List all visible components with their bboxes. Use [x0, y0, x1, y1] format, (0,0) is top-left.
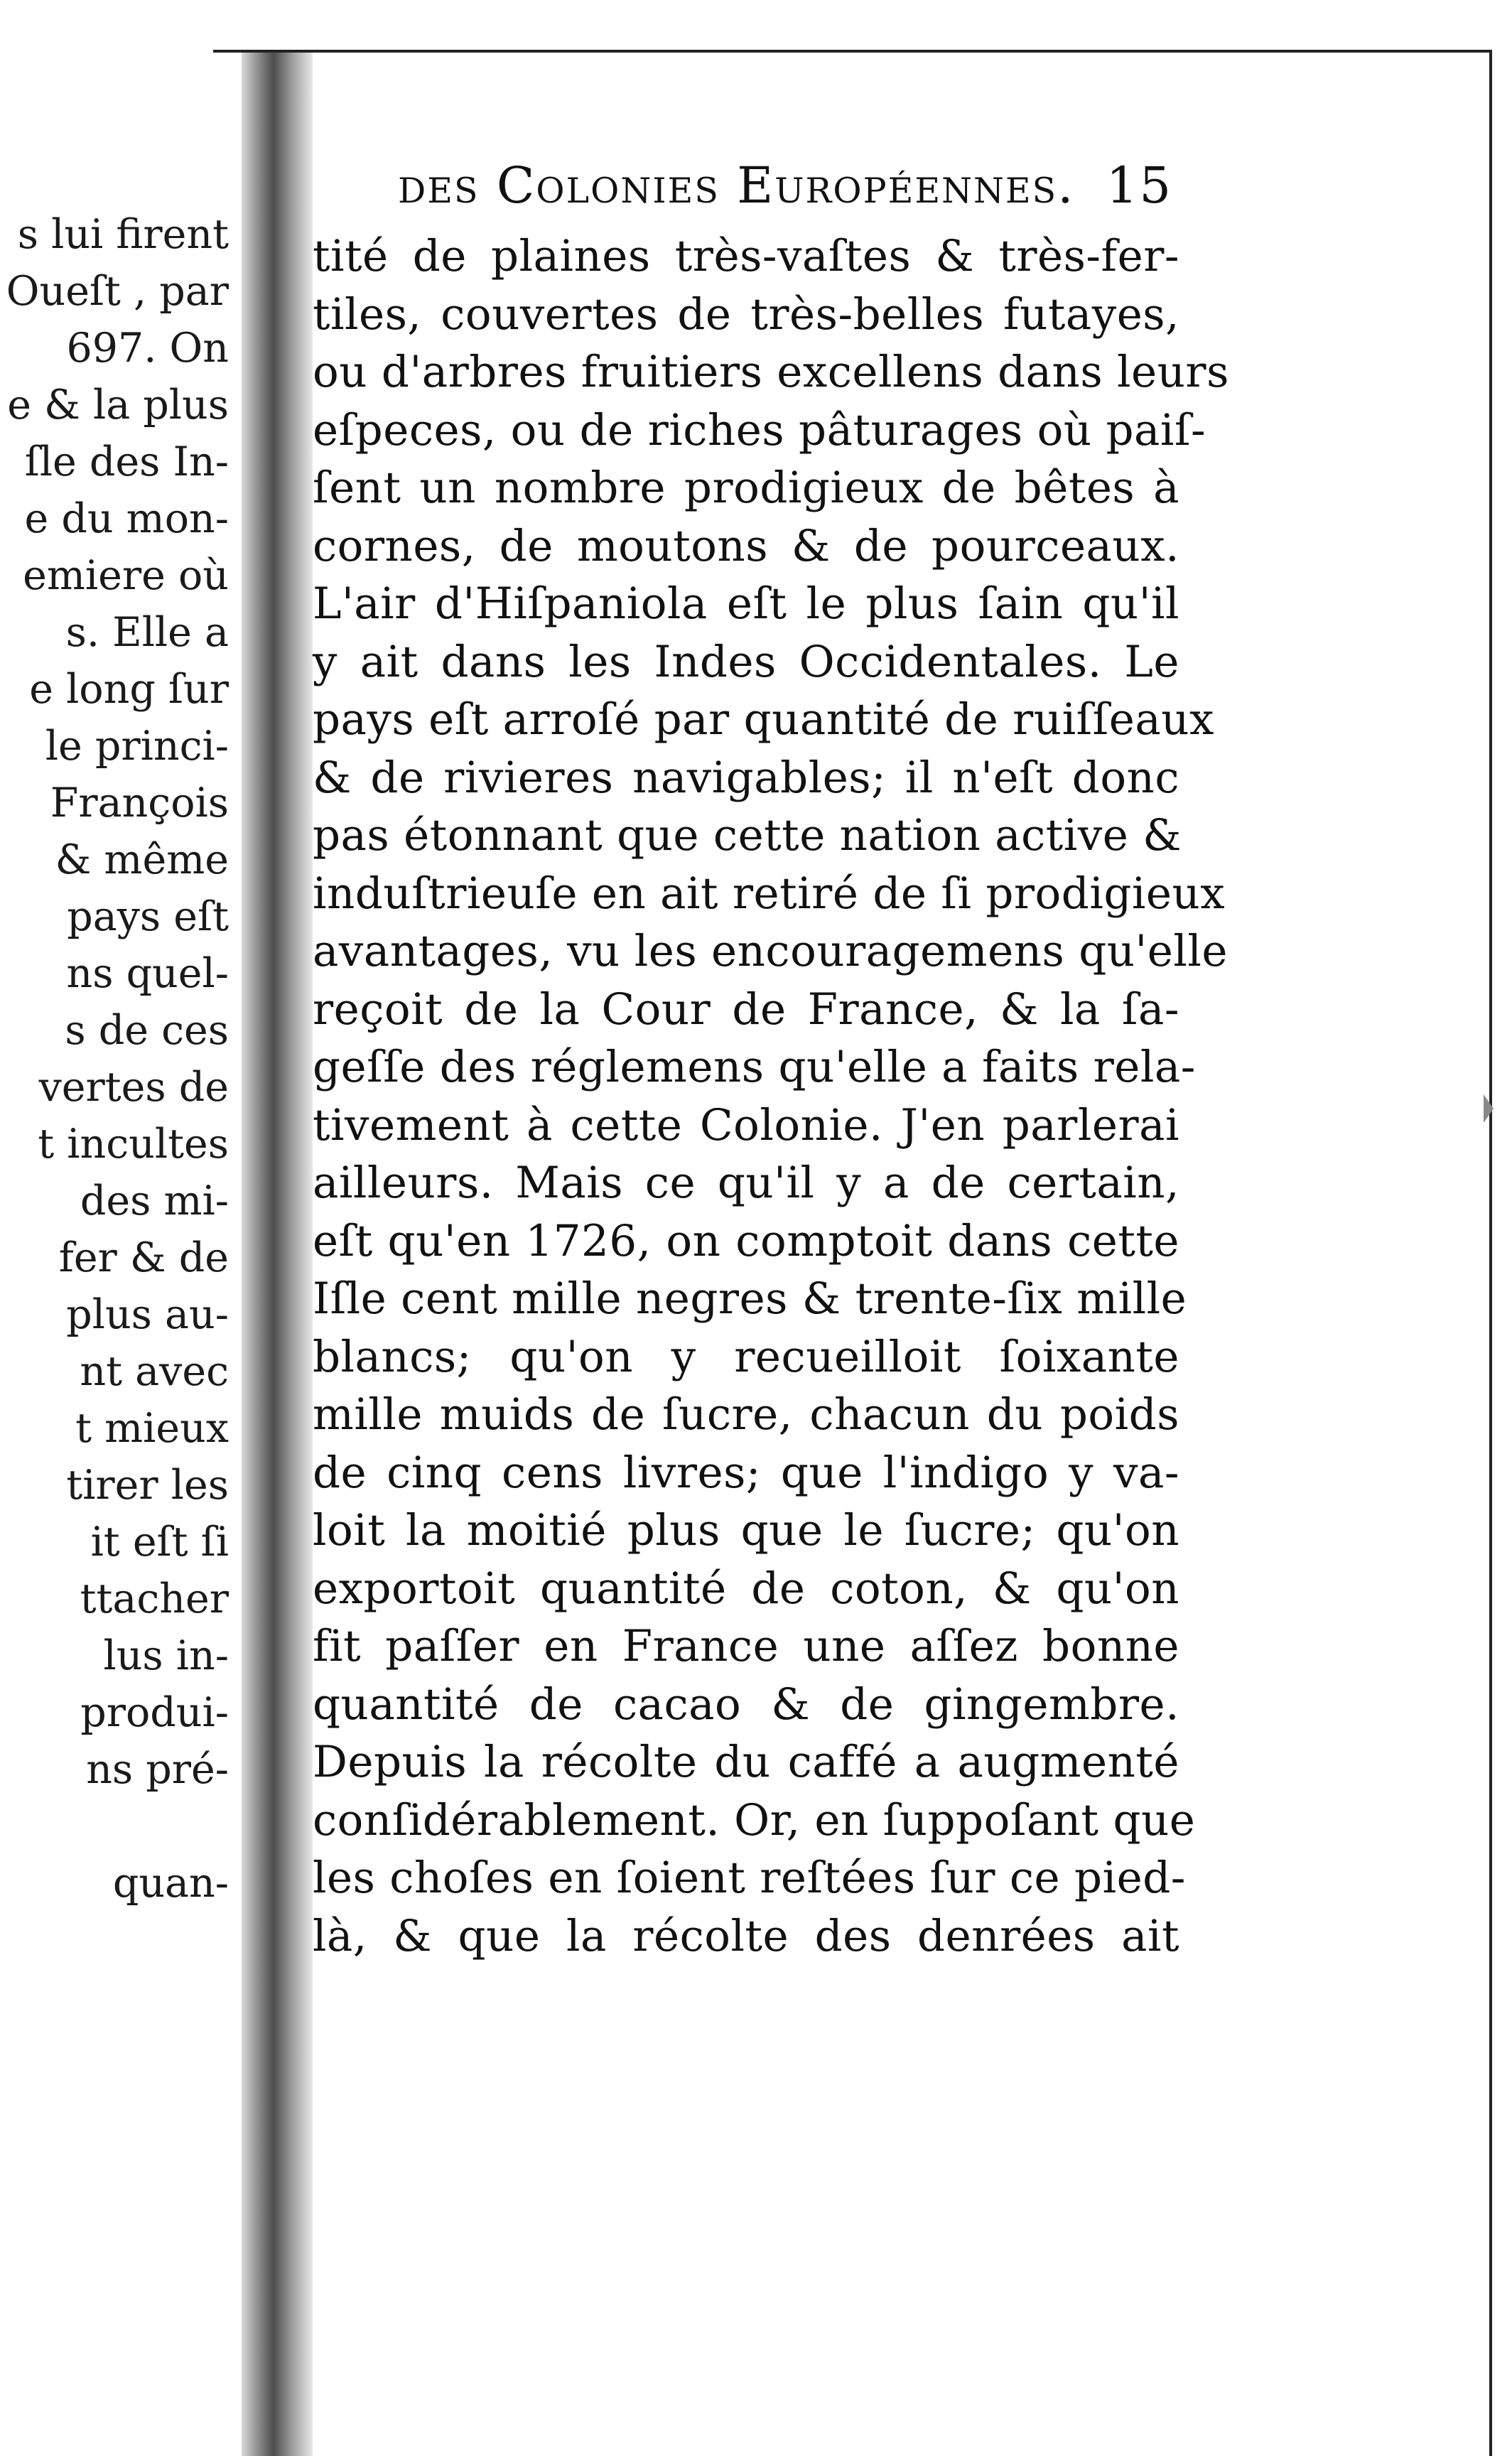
left-page-line: s de ces	[65, 1007, 229, 1054]
running-header-title: des Colonies Européennes.	[398, 156, 1075, 215]
left-page-line: tirer les	[66, 1462, 229, 1509]
left-page-line: nt avec	[80, 1348, 229, 1395]
left-page-line: ns pré-	[86, 1746, 229, 1793]
left-page-line: François	[50, 780, 229, 826]
left-page-line: ttacher	[80, 1576, 229, 1622]
body-text-line: tiles, couvertes de très-belles futayes,	[313, 289, 1179, 340]
left-page-line: 697. On	[66, 325, 229, 372]
left-page-fragment	[0, 50, 242, 2456]
left-page-line: emiere où	[23, 552, 229, 599]
body-text-line: conſidérablement. Or, en ſuppoſant que	[313, 1794, 1196, 1846]
body-text-line: blancs; qu'on y recueilloit ſoixante	[313, 1331, 1179, 1382]
body-text-line: là, & que la récolte des denrées ait	[313, 1910, 1179, 1961]
body-text-line: & de rivieres navigables; il n'eſt donc	[313, 752, 1179, 803]
left-page-line: le princi-	[45, 723, 229, 770]
body-text-line: induſtrieuſe en ait retiré de ſi prodigieux	[313, 868, 1226, 919]
body-text-line: geſſe des réglemens qu'elle a faits rela-	[313, 1042, 1196, 1092]
body-text-line: ou d'arbres fruitiers excellens dans leurs	[313, 347, 1229, 397]
body-text-line: tivement à cette Colonie. J'en parlerai	[313, 1099, 1179, 1151]
left-page-line: plus au-	[66, 1291, 229, 1338]
left-page-line: fer & de	[58, 1234, 229, 1281]
body-text-line: exportoit quantité de coton, & qu'on	[313, 1563, 1179, 1614]
body-text-line: L'air d'Hiſpaniola eſt le plus ſain qu'il	[313, 578, 1179, 629]
body-text-line: fit paſſer en France une aſſez bonne	[313, 1621, 1179, 1671]
body-text-line: pays eſt arroſé par quantité de ruiſſeaux	[313, 694, 1214, 745]
left-page-line: ſle des In-	[24, 438, 229, 485]
body-text-line: Depuis la récolte du caffé a augmenté	[313, 1737, 1179, 1787]
body-text-line: cornes, de moutons & de pourceaux.	[313, 520, 1179, 571]
page-number: 15	[1106, 156, 1172, 215]
body-text-line: Iſle cent mille negres & trente-ſix mille	[313, 1273, 1187, 1324]
body-text-line: avantages, vu les encouragemens qu'elle	[313, 926, 1228, 976]
body-text-line: tité de plaines très-vaſtes & très-fer-	[313, 231, 1179, 281]
left-page-line: & même	[55, 836, 229, 883]
running-header	[398, 156, 1172, 215]
left-page-line: s. Elle a	[65, 609, 229, 656]
left-page-line: e du mon-	[24, 495, 229, 542]
book-gutter-shadow	[242, 50, 313, 2456]
left-page-line: pays eſt	[67, 893, 229, 940]
body-text	[313, 227, 1229, 1965]
body-text-line: reçoit de la Cour de France, & la ſa-	[313, 984, 1179, 1035]
left-page-line: produi-	[80, 1689, 229, 1736]
body-text-line: y ait dans les Indes Occidentales. Le	[313, 636, 1179, 687]
body-text-line: eſt qu'en 1726, on comptoit dans cette	[313, 1215, 1179, 1266]
body-text-line: loit la moitié plus que le ſucre; qu'on	[313, 1505, 1179, 1556]
left-page-line: s lui firent	[17, 211, 229, 258]
left-page-line: vertes de	[38, 1064, 229, 1111]
left-page-line: Oueſt , par	[6, 268, 229, 315]
left-page-line: t incultes	[38, 1121, 229, 1168]
body-text-line: eſpeces, ou de riches pâturages où paiſ-	[313, 404, 1206, 456]
body-text-line: ailleurs. Mais ce qu'il y a de certain,	[313, 1158, 1179, 1208]
page-edge-marker	[1484, 1094, 1508, 1123]
body-text-line: les choſes en ſoient reſtées ſur ce pied-	[313, 1853, 1186, 1903]
body-text-line: ſent un nombre prodigieux de bêtes à	[313, 463, 1179, 513]
body-text-line: mille muids de ſucre, chacun du poids	[313, 1389, 1179, 1440]
left-page-line: lus in-	[103, 1632, 229, 1679]
body-text-line: de cinq cens livres; que l'indigo y va-	[313, 1447, 1179, 1498]
left-page-line: ns quel-	[66, 950, 229, 997]
left-page-line: des mi-	[80, 1178, 229, 1224]
left-page-line: it eſt ſi	[90, 1519, 229, 1566]
left-page-line: e & la plus	[7, 382, 229, 429]
left-page-line: quan-	[112, 1860, 229, 1907]
left-page-line: t mieux	[75, 1405, 229, 1452]
left-page-line: e long ſur	[29, 666, 229, 713]
body-text-line: pas étonnant que cette nation active &	[313, 810, 1182, 861]
body-text-line: quantité de cacao & de gingembre.	[313, 1679, 1179, 1730]
